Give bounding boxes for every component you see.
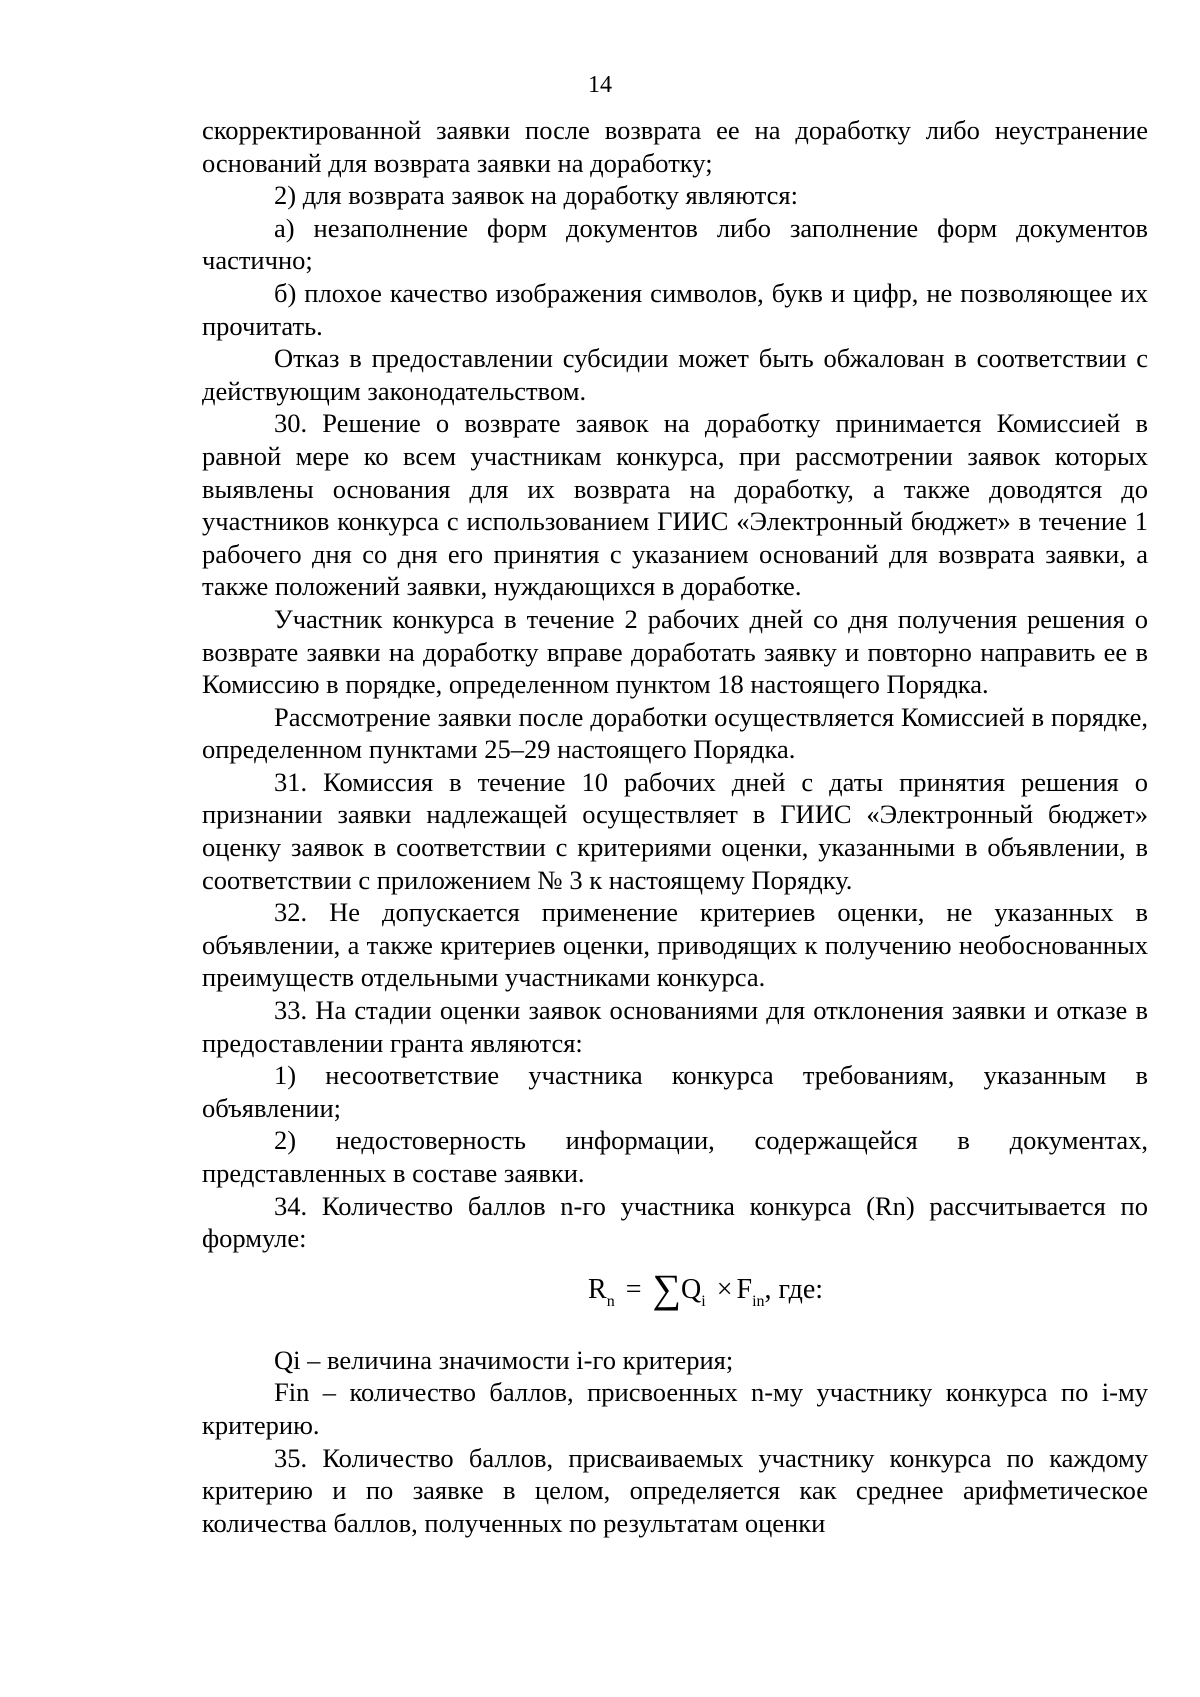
paragraph: 1) несоответствие участника конкурса требованиям, указанным в объявлении; bbox=[202, 1060, 1148, 1123]
score-formula bbox=[202, 1265, 1148, 1311]
paragraph: 35. Количество баллов, присваиваемых участнику конкурса по каждому критерию и по заявке в целом, определяется как среднее арифметическое количества баллов, полученных по результатам оценки bbox=[202, 1442, 1148, 1538]
formula-suffix: , где: bbox=[764, 1273, 824, 1305]
paragraph: Отказ в предоставлении субсидии может быть обжалован в соответствии с действующим законодательством. bbox=[202, 343, 1148, 406]
paragraph: а) незаполнение форм документов либо заполнение форм документов частично; bbox=[202, 212, 1148, 276]
paragraph: 31. Комиссия в течение 10 рабочих дней с даты принятия решения о признании заявки надлежащей осуществляет в ГИИС «Электронный бюджет» оценку заявок в соответствии с критериями оценки, указанными в объявлении, в соответствии с приложением № 3 к настоящему Порядку. bbox=[202, 766, 1148, 895]
document-body bbox=[202, 114, 1148, 1539]
paragraphs-after-formula bbox=[202, 1344, 1148, 1540]
paragraph: 33. На стадии оценки заявок основаниями для отклонения заявки и отказе в предоставлении гранта являются: bbox=[202, 995, 1148, 1058]
formula-q: Q bbox=[681, 1273, 702, 1305]
formula-f: F bbox=[736, 1273, 753, 1305]
paragraph: б) плохое качество изображения символов, букв и цифр, не позволяющее их прочитать. bbox=[202, 277, 1148, 341]
formula-f-sub: in bbox=[752, 1292, 765, 1310]
paragraph: Рассмотрение заявки после доработки осуществляется Комиссией в порядке, определенном пунктами 25–29 настоящего Порядка. bbox=[202, 701, 1148, 765]
paragraph: 30. Решение о возврате заявок на доработку принимается Комиссией в равной мере ко всем участникам конкурса, при рассмотрении заявок которых выявлены основания для их возврата на доработку, а также доводятся до участников конкурса с использованием ГИИС «Электронный бюджет» в течение 1 рабочего дня со дня его принятия с указанием оснований для возврата заявки, а также положений заявки, нуждающихся в доработке. bbox=[202, 408, 1148, 602]
paragraph: 34. Количество баллов n-го участника конкурса (Rn) рассчитывается по формуле: bbox=[202, 1190, 1148, 1254]
formula-q-sub: i bbox=[701, 1292, 706, 1310]
formula-equals: = bbox=[625, 1273, 642, 1305]
formula-times: × bbox=[716, 1273, 733, 1305]
paragraph: 32. Не допускается применение критериев оценки, не указанных в объявлении, а также критериев оценки, приводящих к получению необоснованных преимуществ отдельными участниками конкурса. bbox=[202, 897, 1148, 993]
paragraph: скорректированной заявки после возврата ее на доработку либо неустранение оснований для возврата заявки на доработку; bbox=[202, 115, 1148, 178]
paragraph: 2) для возврата заявок на доработку являются: bbox=[274, 180, 798, 211]
page-number: 14 bbox=[588, 72, 612, 98]
paragraph: Fin – количество баллов, присвоенных n-му участнику конкурса по i-му критерию. bbox=[202, 1377, 1148, 1440]
formula-sigma: ∑ bbox=[652, 1265, 681, 1311]
paragraph: Участник конкурса в течение 2 рабочих дней со дня получения решения о возврате заявки на доработку вправе доработать заявку и повторно направить ее в Комиссию в порядке, определенном пунктом 18 настоящего Порядка. bbox=[202, 603, 1148, 700]
paragraph: 2) недостоверность информации, содержащейся в документах, представленных в составе заявки. bbox=[202, 1125, 1148, 1188]
formula-r: R bbox=[588, 1273, 607, 1305]
formula-r-sub: n bbox=[606, 1292, 615, 1310]
paragraphs-before-formula bbox=[202, 114, 1148, 1255]
paragraph: Qi – величина значимости i-го критерия; bbox=[274, 1344, 734, 1375]
